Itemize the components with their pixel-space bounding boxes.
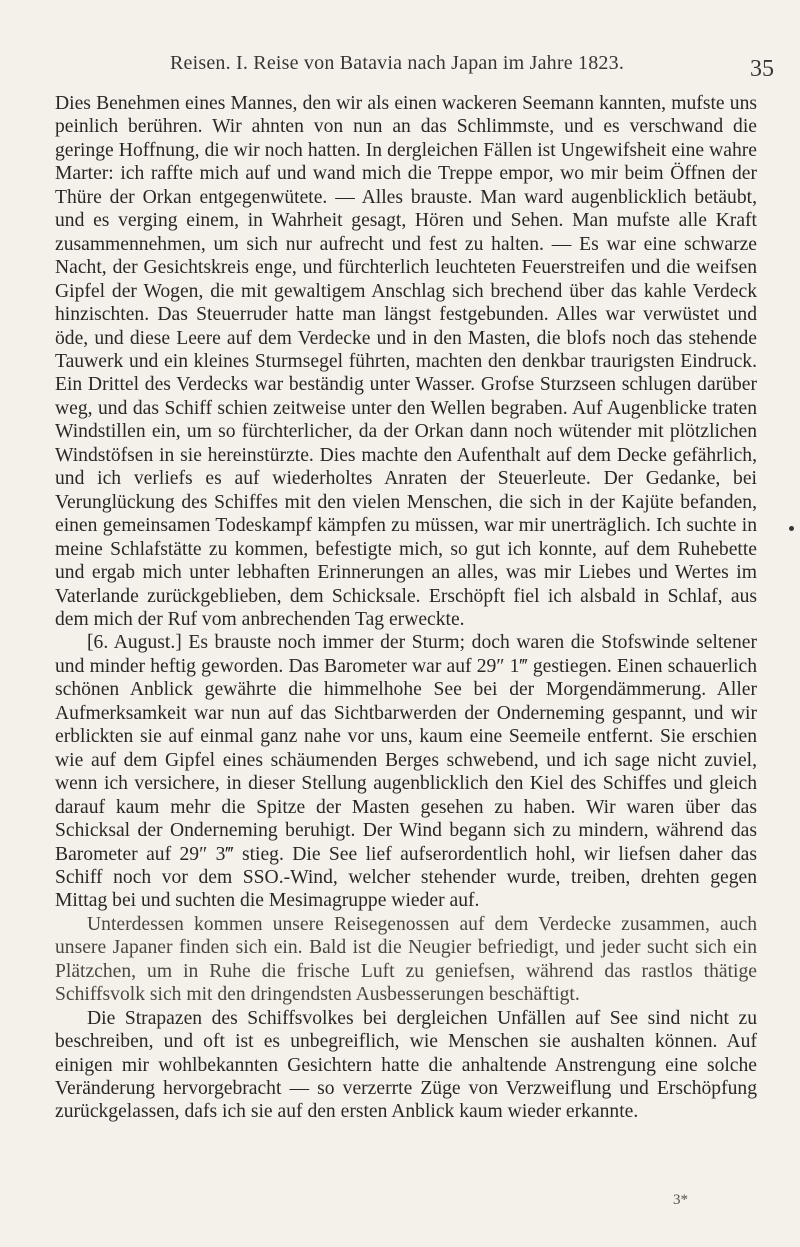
paragraph-1: Dies Benehmen eines Mannes, den wir als einen wackeren Seemann kannten, mufste uns peinlich berühren. Wir ahnten von nun an das Schlimmste, und es verschwand die geringe Hoffnung, die wir noch hatten. In dergleichen Fällen ist Ungewifsheit eine wahre Marter: ich raffte mich auf und wand mich die Treppe empor, wo mir beim Öffnen der Thüre der Orkan entgegenwütete. — Alles brauste. Man ward augenblicklich betäubt, und es verging einem, in Wahrheit gesagt, Hören und Sehen. Man mufste alle Kraft zusammennehmen, um sich nur aufrecht und fest zu halten. — Es war eine schwarze Nacht, der Gesichtskreis enge, und fürchterlich leuchteten Feuerstreifen und die weifsen Gipfel der Wogen, die mit gewaltigem Anschlag sich brechend über das kahle Verdeck hinzischten. Das Steuerruder hatte man längst festgebunden. Alles war verwüstet und öde, und diese Leere auf dem Verdecke und in den Masten, die blofs noch das stehende Tauwerk und ein kleines Sturmsegel führten, machten den denkbar traurigsten Eindruck. Ein Drittel des Verdecks war beständig unter Wasser. Grofse Sturzseen schlugen darüber weg, und das Schiff schien zeitweise unter den Wellen begraben. Auf Augenblicke traten Windstillen ein, um so fürchterlicher, da der Orkan dann noch wütender mit plötzlichen Windstöfsen in sie hereinstürzte. Dies machte den Aufenthalt auf dem Decke gefährlich, und ich verliefs es auf wiederholtes Anraten der Steuerleute. Der Gedanke, bei Verunglückung des Schiffes mit den vielen Menschen, die sich in der Kajüte befanden, einen gemeinsamen Todeskampf kämpfen zu müssen, war mir unerträglich. Ich suchte in meine Schlafstätte zu kommen, befestigte mich, so gut ich konnte, auf dem Ruhebette und ergab mich unter lebhaften Erinnerungen an alles, was mir Liebes und Wertes im Vaterlande zurückgeblieben, dem Schicksale. Erschöpft fiel ich alsbald in Schlaf, aus dem mich der Ruf vom anbrechenden Tag erweckte. (55, 93, 757, 630)
signature-mark: 3* (673, 1192, 688, 1208)
paragraph-4: Die Strapazen des Schiffsvolkes bei dergleichen Unfällen auf See sind nicht zu beschreiben, und oft ist es unbegreiflich, wie Menschen sie aushalten können. Auf einigen mir wohlbekannten Gesichtern hatte die anhaltende Anstrengung eine solche Veränderung hervorgebracht — so verzerrte Züge von Verzweiflung und Erschöpfung zurückgelassen, dafs ich sie auf den ersten Anblick kaum wieder erkannte. (55, 1007, 757, 1123)
body-text (55, 92, 757, 1124)
page-header (0, 52, 800, 82)
running-head: Reisen. I. Reise von Batavia nach Japan im Jahre 1823. (170, 52, 625, 74)
margin-mark (789, 526, 794, 531)
paragraph-3: Unterdessen kommen unsere Reisegenossen auf dem Verdecke zusammen, auch unsere Japaner finden sich ein. Bald ist die Neugier befriedigt, und jeder sucht sich ein Plätzchen, um in Ruhe die frische Luft zu geniefsen, während das rastlos thätige Schiffsvolk sich mit den dringendsten Ausbesserungen beschäftigt. (55, 913, 757, 1006)
page-number: 35 (750, 56, 774, 82)
paragraph-2: [6. August.] Es brauste noch immer der Sturm; doch waren die Stofswinde seltener und minder heftig geworden. Das Barometer war auf 29″ 1‴ gestiegen. Einen schauerlich schönen Anblick gewährte die himmelhohe See bei der Morgendämmerung. Aller Aufmerksamkeit war nun auf das Sichtbarwerden der Onderneming gespannt, und wir erblickten sie auf einmal ganz nahe vor uns, kaum eine Seemeile entfernt. Sie erschien wie auf dem Gipfel eines schäumenden Berges schwebend, und ich sage nicht zuviel, wenn ich versichere, in dieser Stellung augenblicklich den Kiel des Schiffes und gleich darauf kaum mehr die Spitze der Masten gesehen zu haben. Wir waren über das Schicksal der Onderneming beruhigt. Der Wind begann sich zu mindern, während das Barometer auf 29″ 3‴ stieg. Die See lief aufserordentlich hohl, wir liefsen daher das Schiff noch vor dem SSO.-Wind, welcher stehender wurde, treiben, drehten gegen Mittag bei und suchten die Mesimagruppe wieder auf. (55, 632, 757, 912)
